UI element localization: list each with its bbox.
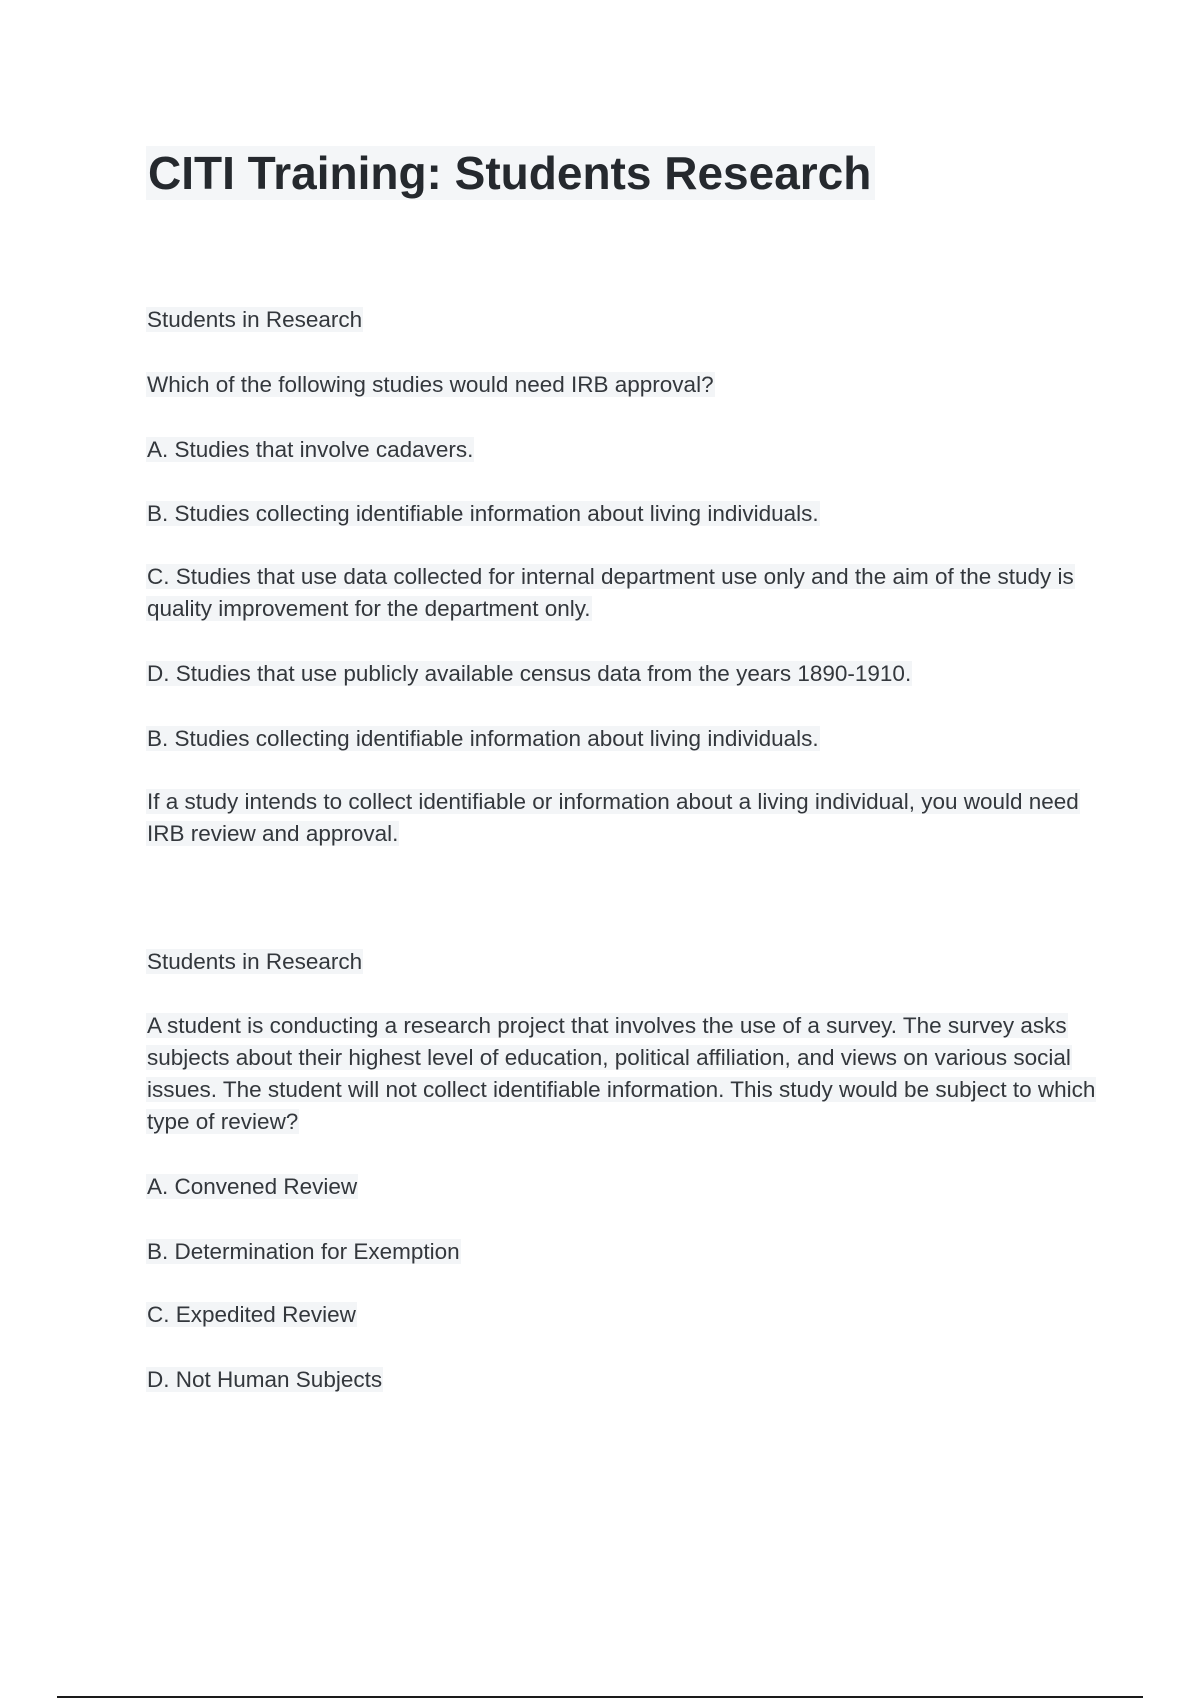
option-text: A. Convened Review [147,1174,358,1199]
question-1-prompt [146,369,1096,401]
question-1-option-b [146,498,1096,530]
section-label: Students in Research [147,307,363,332]
question-2-option-a [146,1171,1096,1203]
option-text: C. Studies that use data collected for internal department use only and the aim of the study is quality improvement for the department only. [147,564,1074,621]
question-2-option-d [146,1364,1096,1396]
option-text: A. Studies that involve cadavers. [147,437,474,462]
question-1-option-d [146,658,1096,690]
option-text: C. Expedited Review [147,1302,356,1327]
answer-text: B. Studies collecting identifiable information about living individuals. [147,726,819,751]
question-1-option-c [146,561,1096,625]
option-text: B. Determination for Exemption [147,1239,460,1264]
document-title: CITI Training: Students Research [146,146,875,200]
question-2-option-b [146,1236,1096,1268]
question-1-explanation [146,786,1096,850]
option-text: D. Not Human Subjects [147,1367,383,1392]
question-2-option-c [146,1299,1096,1331]
question-2-section-label [146,946,1096,978]
option-text: D. Studies that use publicly available census data from the years 1890-1910. [147,661,912,686]
question-1-section-label [146,304,1096,336]
question-2-prompt [146,1010,1096,1138]
question-1-option-a [146,434,1096,466]
question-prompt: A student is conducting a research project that involves the use of a survey. The survey asks subjects about their highest level of education, political affiliation, and views on various social issues. The student will not collect identifiable information. This study would be subject to which type of review? [147,1013,1096,1134]
section-label: Students in Research [147,949,363,974]
footer-divider [57,1696,1143,1698]
option-text: B. Studies collecting identifiable information about living individuals. [147,501,819,526]
explanation-text: If a study intends to collect identifiable or information about a living individual, you would need IRB review and approval. [147,789,1079,846]
question-prompt: Which of the following studies would need IRB approval? [147,372,714,397]
question-1-answer [146,723,1096,755]
